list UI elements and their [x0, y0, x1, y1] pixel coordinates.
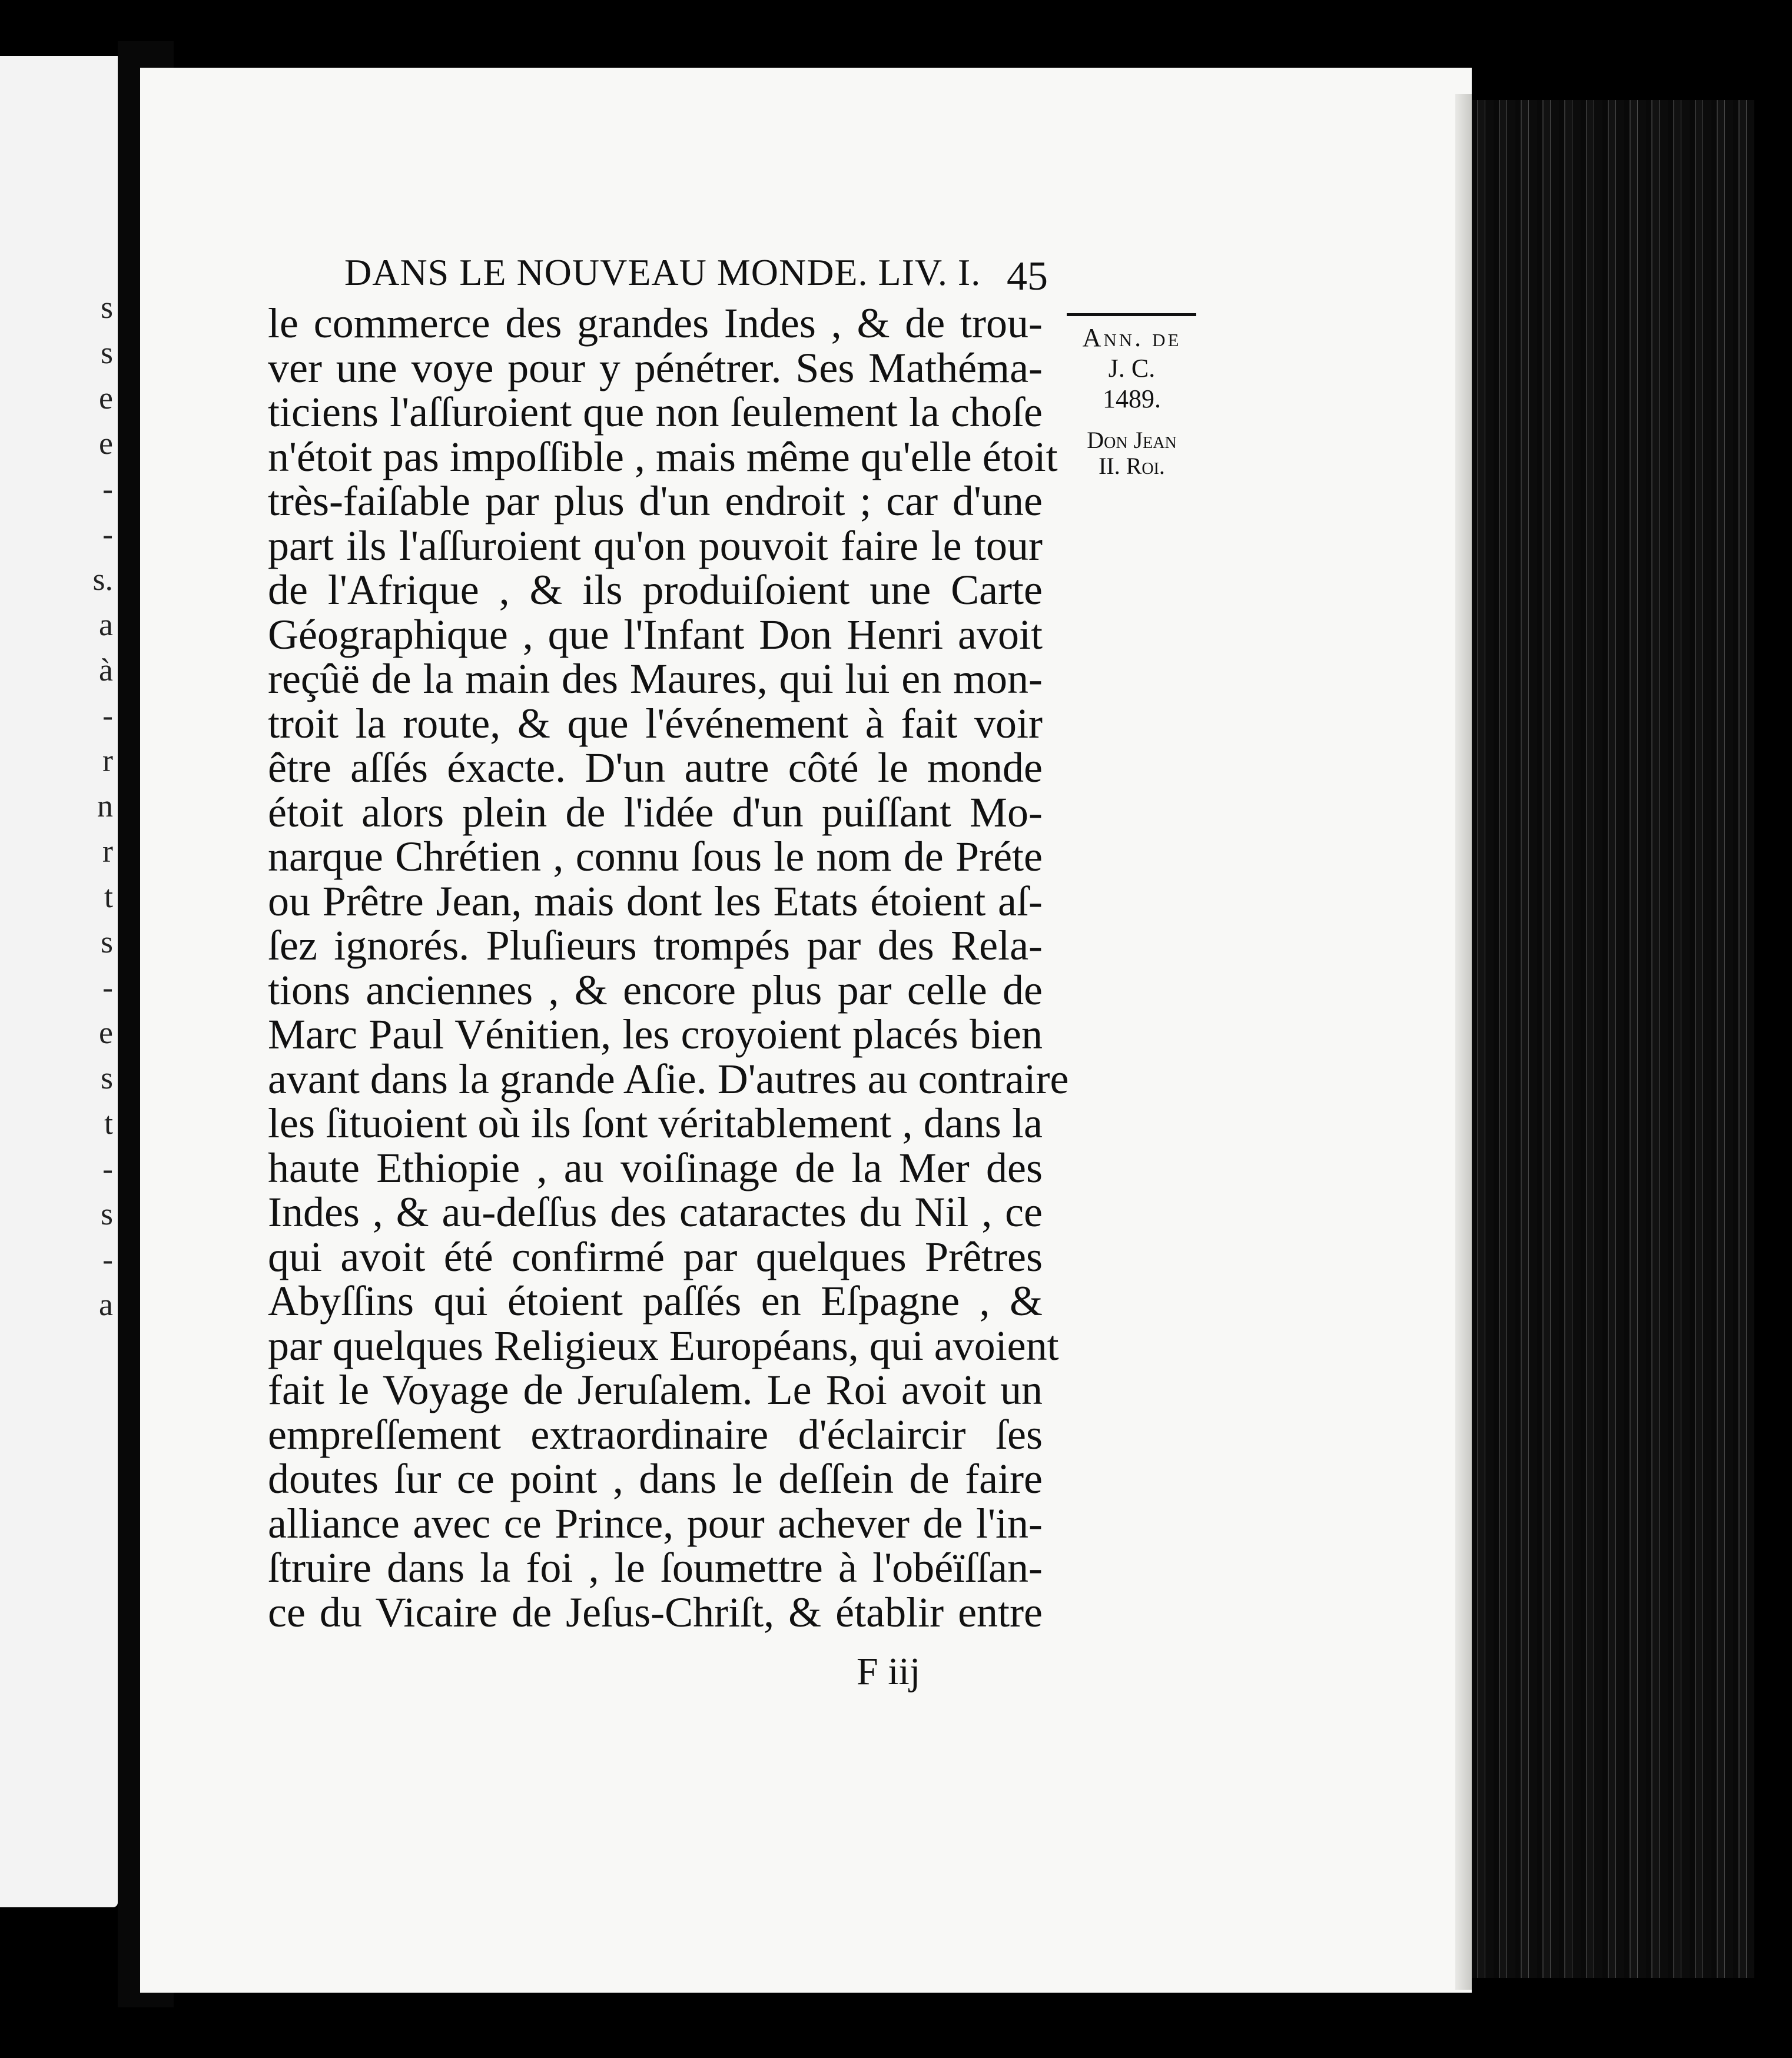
facing-page-fragment: r: [102, 834, 113, 869]
text-line: doutes ſur ce point , dans le deſſein de faire: [268, 1455, 1043, 1502]
text-line: le commerce des grandes Indes , & de trou-: [268, 300, 1043, 347]
text-line: narque Chrétien , connu ſous le nom de Préte: [268, 833, 1043, 880]
text-line: troit la route, & que l'événement à fait voir: [268, 699, 1043, 747]
text-line: très-faiſable par plus d'un endroit ; car d'une: [268, 477, 1043, 525]
facing-page-fragment: t: [104, 879, 113, 914]
page-edge-shadow: [1455, 94, 1472, 1990]
text-line: étoit alors plein de l'idée d'un puiſſant Mo-: [268, 788, 1043, 836]
text-line: Indes , & au-deſſus des cataractes du Nil , ce: [268, 1189, 1043, 1236]
facing-page-fragment: à: [99, 652, 113, 688]
facing-page-fragment: -: [102, 471, 113, 506]
facing-page-fragment: n: [97, 788, 113, 824]
facing-page-fragment: t: [104, 1106, 113, 1141]
facing-page-fragment: e: [99, 380, 113, 416]
margin-note-line: 1489.: [1103, 384, 1161, 413]
text-line: alliance avec ce Prince, pour achever de l'in-: [268, 1499, 1043, 1547]
facing-page-fragment: s: [100, 1196, 113, 1232]
signature-mark: F iij: [857, 1650, 921, 1693]
text-line: Marc Paul Vénitien, les croyoient placés bien: [268, 1011, 1043, 1058]
text-line: ticiens l'aſſuroient que non ſeulement la choſe: [268, 389, 1043, 436]
margin-note-line: II. Roi.: [1099, 453, 1165, 479]
text-line: qui avoit été confirmé par quelques Prêtres: [268, 1233, 1043, 1280]
facing-page-fragment: s: [100, 335, 113, 370]
facing-page-fragment: -: [102, 1151, 113, 1186]
text-line: haute Ethiopie , au voiſinage de la Mer des: [268, 1144, 1043, 1191]
book-fore-edge: [1472, 100, 1754, 1978]
facing-page-fragment: s: [100, 924, 113, 960]
text-line: les ſituoient où ils ſont véritablement , dans la: [268, 1100, 1043, 1147]
facing-page-fragment: r: [102, 743, 113, 778]
running-head: [344, 251, 1063, 294]
margin-note-line: Don Jean: [1087, 427, 1177, 453]
facing-page-fragment: -: [102, 970, 113, 1005]
margin-rule: [1067, 313, 1196, 316]
text-line: part ils l'aſſuroient qu'on pouvoit faire le tour: [268, 522, 1043, 569]
text-line: tions anciennes , & encore plus par celle de: [268, 966, 1043, 1014]
text-line: Abyſſins qui étoient paſſés en Eſpagne , &: [268, 1277, 1043, 1325]
text-line: de l'Afrique , & ils produiſoient une Carte: [268, 566, 1043, 613]
running-head-title: DANS LE NOUVEAU MONDE. LIV. I.: [344, 251, 981, 293]
facing-page-fragment: -: [102, 1242, 113, 1277]
text-line: Géographique , que l'Infant Don Henri avoit: [268, 610, 1043, 658]
text-line: empreſſement extraordinaire d'éclaircir ſes: [268, 1410, 1043, 1458]
text-line: n'étoit pas impoſſible , mais même qu'elle étoit: [268, 433, 1058, 480]
text-line: par quelques Religieux Européans, qui avoient: [268, 1322, 1059, 1369]
facing-page-fragment: a: [99, 1287, 113, 1322]
text-line: fait le Voyage de Jeruſalem. Le Roi avoit un: [268, 1366, 1043, 1413]
margin-note-line: Ann. de: [1082, 323, 1182, 352]
margin-note-line: J. C.: [1108, 354, 1156, 383]
facing-page-fragment: e: [99, 426, 113, 461]
text-line: ce du Vicaire de Jeſus-Chriſt, & établir entre: [268, 1588, 1043, 1636]
text-line: avant dans la grande Aſie. D'autres au contraire: [268, 1055, 1069, 1103]
text-line: être aſſés éxacte. D'un autre côté le monde: [268, 744, 1043, 791]
text-line: ou Prêtre Jean, mais dont les Etats étoient aſ-: [268, 877, 1043, 925]
text-line: reçûë de la main des Maures, qui lui en mon-: [268, 655, 1043, 702]
facing-page-fragment: -: [102, 698, 113, 733]
facing-page-fragment: e: [99, 1015, 113, 1050]
text-line: ver une voye pour y pénétrer. Ses Mathéma-: [268, 344, 1043, 391]
facing-page-fragment: s: [100, 1060, 113, 1096]
facing-page-fragment: -: [102, 516, 113, 552]
page-number: 45: [1007, 254, 1048, 299]
margin-note: [1060, 323, 1204, 479]
facing-page-fragment: s: [100, 290, 113, 325]
facing-page-fragment: a: [99, 607, 113, 642]
text-line: ſtruire dans la foi , le ſoumettre à l'obéïſſan-: [268, 1544, 1043, 1591]
text-line: ſez ignorés. Pluſieurs trompés par des Rela-: [268, 922, 1043, 969]
body-text: [268, 300, 1069, 1636]
facing-page-fragment: s.: [92, 562, 113, 597]
